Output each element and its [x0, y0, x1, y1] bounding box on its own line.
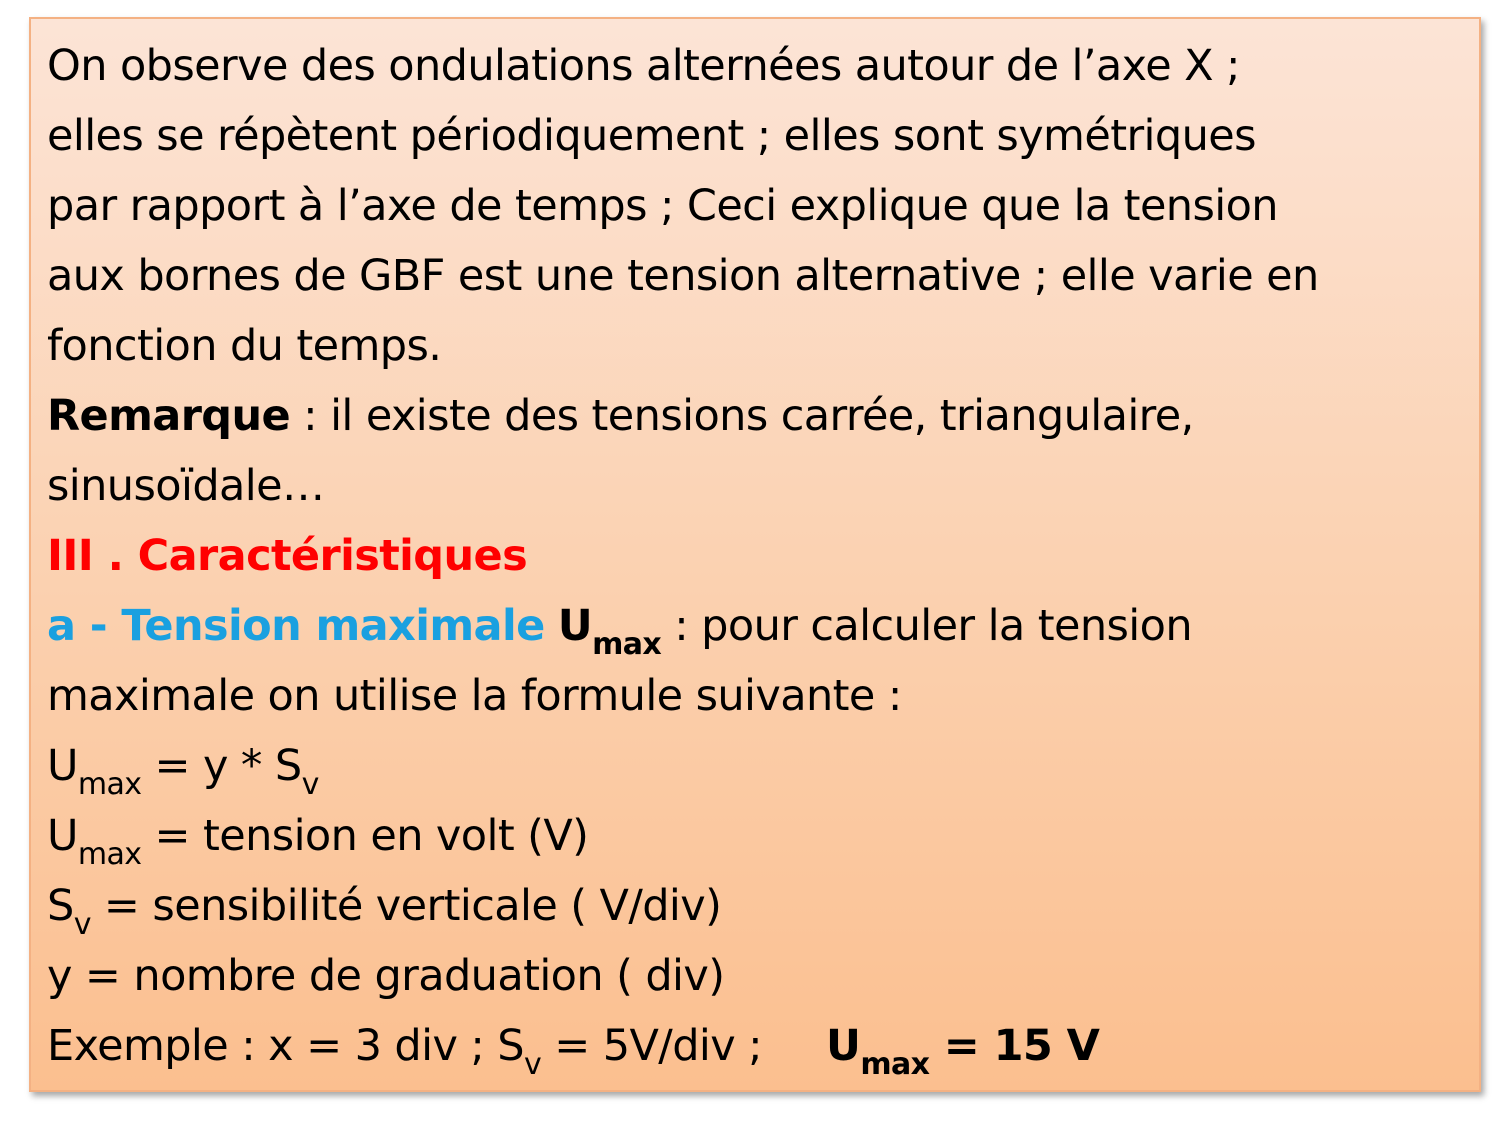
formula-lhs-sub: max — [77, 767, 142, 802]
slide-text-box — [29, 17, 1481, 1092]
remark-label: Remarque — [47, 391, 291, 441]
definition-sv — [47, 871, 1472, 941]
paragraph-line-3: par rapport à l’axe de temps ; Ceci explique que la tension — [47, 181, 1278, 231]
definition-symbol: S — [47, 881, 74, 931]
subsection-line-1 — [47, 591, 1472, 661]
example-line — [47, 1011, 1472, 1081]
example-result-value: = 15 V — [929, 1021, 1100, 1071]
remark-line-1 — [47, 381, 1472, 451]
definition-symbol: y — [47, 951, 72, 1001]
slide-body — [47, 31, 1472, 1081]
formula-rhs-sub: v — [301, 767, 319, 802]
umax-symbol-sub: max — [592, 627, 662, 662]
definition-y — [47, 941, 1472, 1011]
definition-umax — [47, 801, 1472, 871]
subsection-line-2: maximale on utilise la formule suivante : — [47, 671, 902, 721]
formula-lhs: U — [47, 741, 78, 791]
remark-text: : il existe des tensions carrée, triangulaire, — [290, 391, 1194, 441]
section-title: III . Caractéristiques — [47, 531, 528, 581]
example-sv-sub: v — [524, 1047, 542, 1082]
example-result-main: U — [826, 1021, 861, 1071]
umax-symbol-main: U — [557, 601, 593, 651]
definition-text: = nombre de graduation ( div) — [71, 951, 725, 1001]
subsection-title: a - Tension maximale — [47, 601, 545, 651]
definition-text: = tension en volt (V) — [141, 811, 589, 861]
paragraph-line-5: fonction du temps. — [47, 321, 442, 371]
remark-line-2: sinusoïdale… — [47, 461, 325, 511]
paragraph-line-2: elles se répètent périodiquement ; elles sont symétriques — [47, 111, 1256, 161]
paragraph-line-1: On observe des ondulations alternées autour de l’axe X ; — [47, 41, 1240, 91]
formula-middle: = y * S — [141, 741, 302, 791]
paragraph-line-4: aux bornes de GBF est une tension alternative ; elle varie en — [47, 251, 1319, 301]
subsection-text: : pour calculer la tension — [661, 601, 1193, 651]
definition-text: = sensibilité verticale ( V/div) — [90, 881, 722, 931]
example-result-sub: max — [860, 1047, 930, 1082]
example-prefix: Exemple : x = 3 div ; S — [47, 1021, 525, 1071]
definition-symbol-sub: v — [73, 907, 91, 942]
umax-symbol — [557, 601, 662, 662]
definition-symbol-sub: max — [77, 837, 142, 872]
example-middle: = 5V/div ; — [541, 1021, 763, 1071]
definition-symbol: U — [47, 811, 78, 861]
example-result — [826, 1021, 1100, 1082]
formula-line — [47, 731, 1472, 801]
